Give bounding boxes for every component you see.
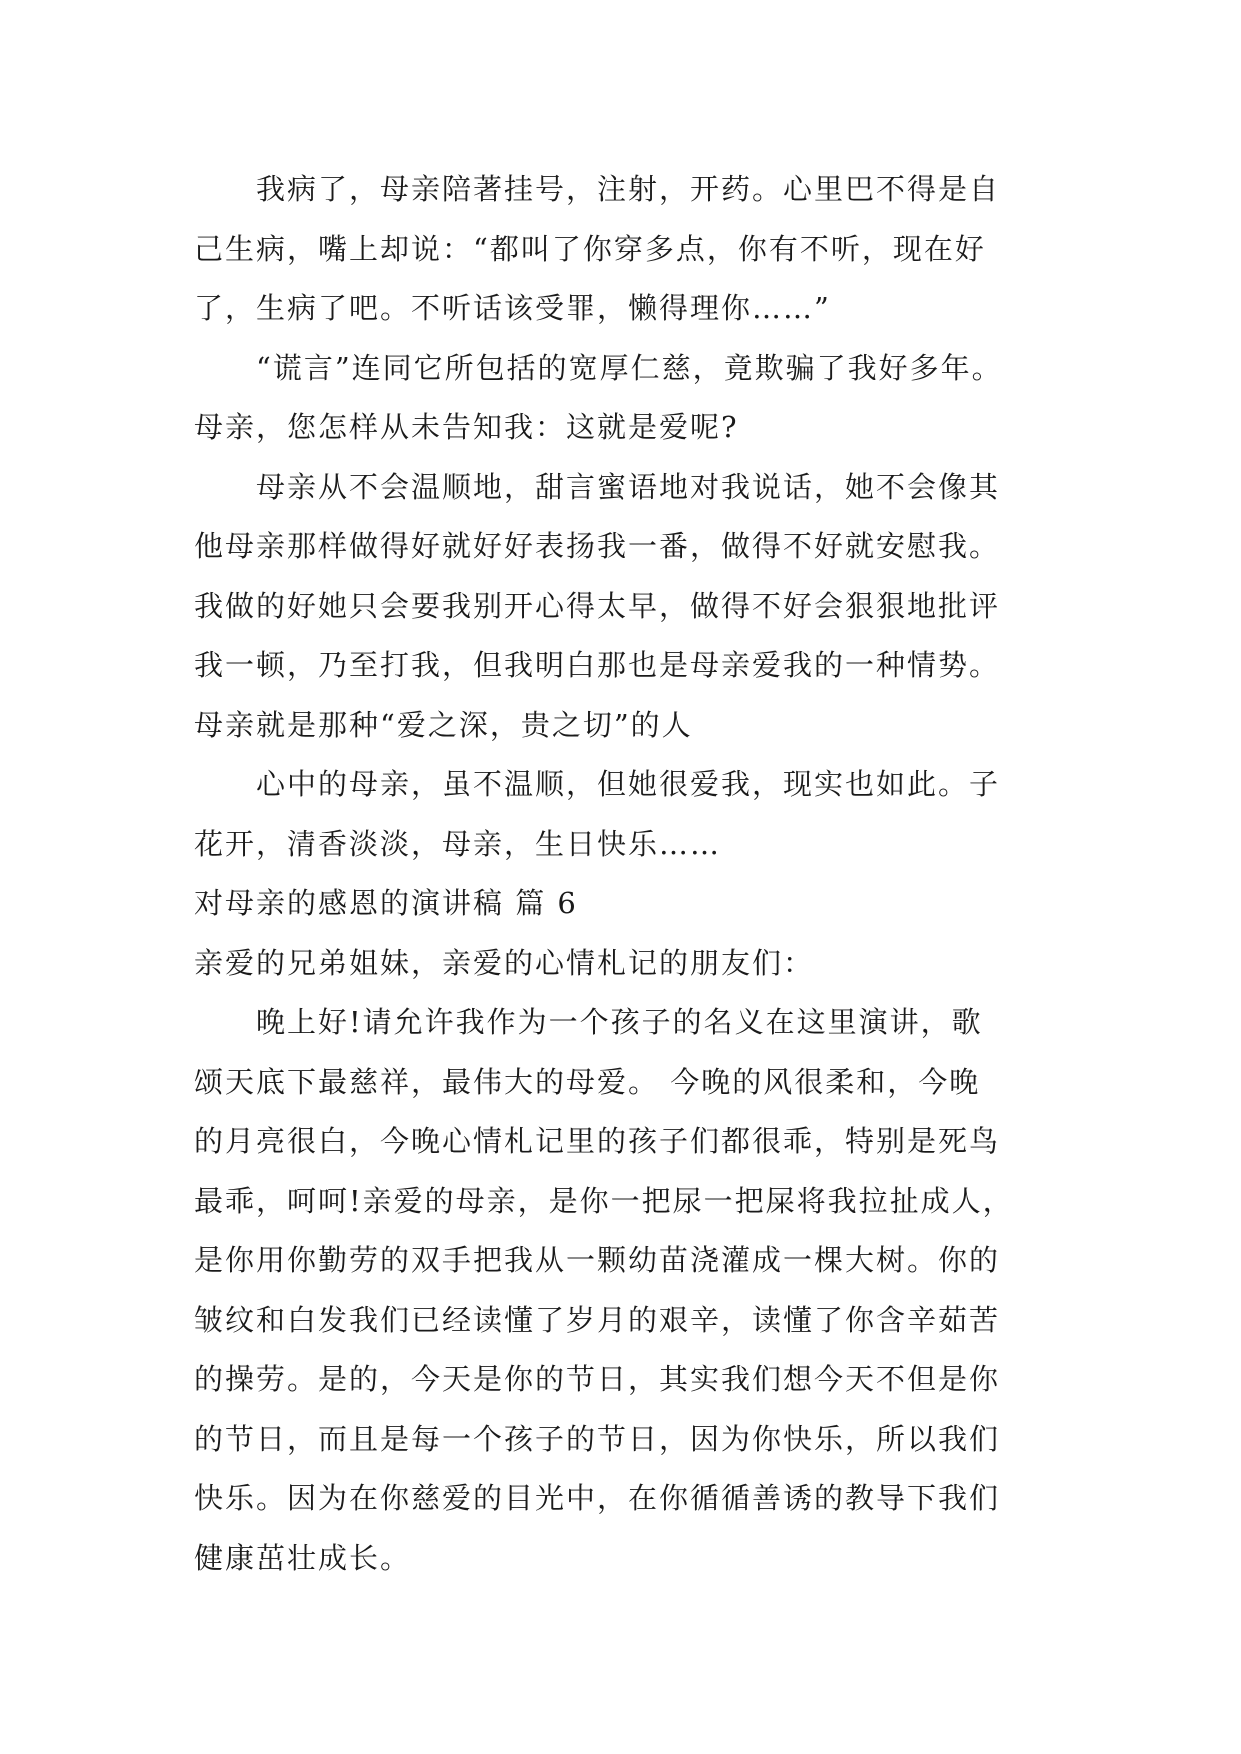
text-line: 我病了，母亲陪著挂号，注射，开药。心里巴不得是自 <box>256 172 1001 206</box>
text-line: “谎言”连同它所包括的宽厚仁慈，竟欺骗了我好多年。 <box>256 350 1003 385</box>
text-line: 母亲就是那种“爱之深，贵之切”的人 <box>194 707 693 742</box>
text-line: 我做的好她只会要我别开心得太早，做得不好会狠狠地批评 <box>194 588 1001 623</box>
text-line: 心中的母亲，虽不温顺，但她很爱我，现实也如此。子 <box>256 767 1001 801</box>
text-line: 健康茁壮成长。 <box>194 1540 412 1575</box>
text-line: 的节日，而且是每一个孩子的节日，因为你快乐，所以我们 <box>194 1421 1001 1456</box>
text-line: 母亲，您怎样从未告知我：这就是爱呢? <box>194 410 739 444</box>
text-line: 快乐。因为在你慈爱的目光中，在你循循善诱的教导下我们 <box>194 1481 1001 1515</box>
salutation: 亲爱的兄弟姐妹，亲爱的心情札记的朋友们： <box>194 945 815 980</box>
text-line: 我一顿，乃至打我，但我明白那也是母亲爱我的一种情势。 <box>194 648 1001 682</box>
document-body <box>194 160 1064 1588</box>
text-line: 的月亮很白，今晚心情札记里的孩子们都很乖，特别是死鸟 <box>194 1124 1001 1158</box>
text-line: 皱纹和白发我们已经读懂了岁月的艰辛，读懂了你含辛茹苦 <box>194 1302 1001 1337</box>
text-line: 己生病，嘴上却说：“都叫了你穿多点，你有不听，现在好 <box>194 231 986 266</box>
section-heading: 对母亲的感恩的演讲稿 篇 6 <box>194 886 578 920</box>
text-line: 母亲从不会温顺地，甜言蜜语地对我说话，她不会像其 <box>256 469 1001 504</box>
text-line: 最乖，呵呵!亲爱的母亲，是你一把尿一把屎将我拉扯成人， <box>194 1183 1014 1218</box>
text-line: 晚上好!请允许我作为一个孩子的名义在这里演讲，歌 <box>256 1005 983 1039</box>
text-line: 他母亲那样做得好就好好表扬我一番，做得不好就安慰我。 <box>194 529 1001 563</box>
text-line: 的操劳。是的，今天是你的节日，其实我们想今天不但是你 <box>194 1362 1001 1396</box>
text-line: 了，生病了吧。不听话该受罪，懒得理你……” <box>194 291 831 325</box>
text-line: 颂天底下最慈祥，最伟大的母爱。 今晚的风很柔和，今晚 <box>194 1064 981 1099</box>
text-line: 是你用你勤劳的双手把我从一颗幼苗浇灌成一棵大树。你的 <box>194 1243 1001 1277</box>
text-line: 花开，清香淡淡，母亲，生日快乐…… <box>194 826 722 861</box>
